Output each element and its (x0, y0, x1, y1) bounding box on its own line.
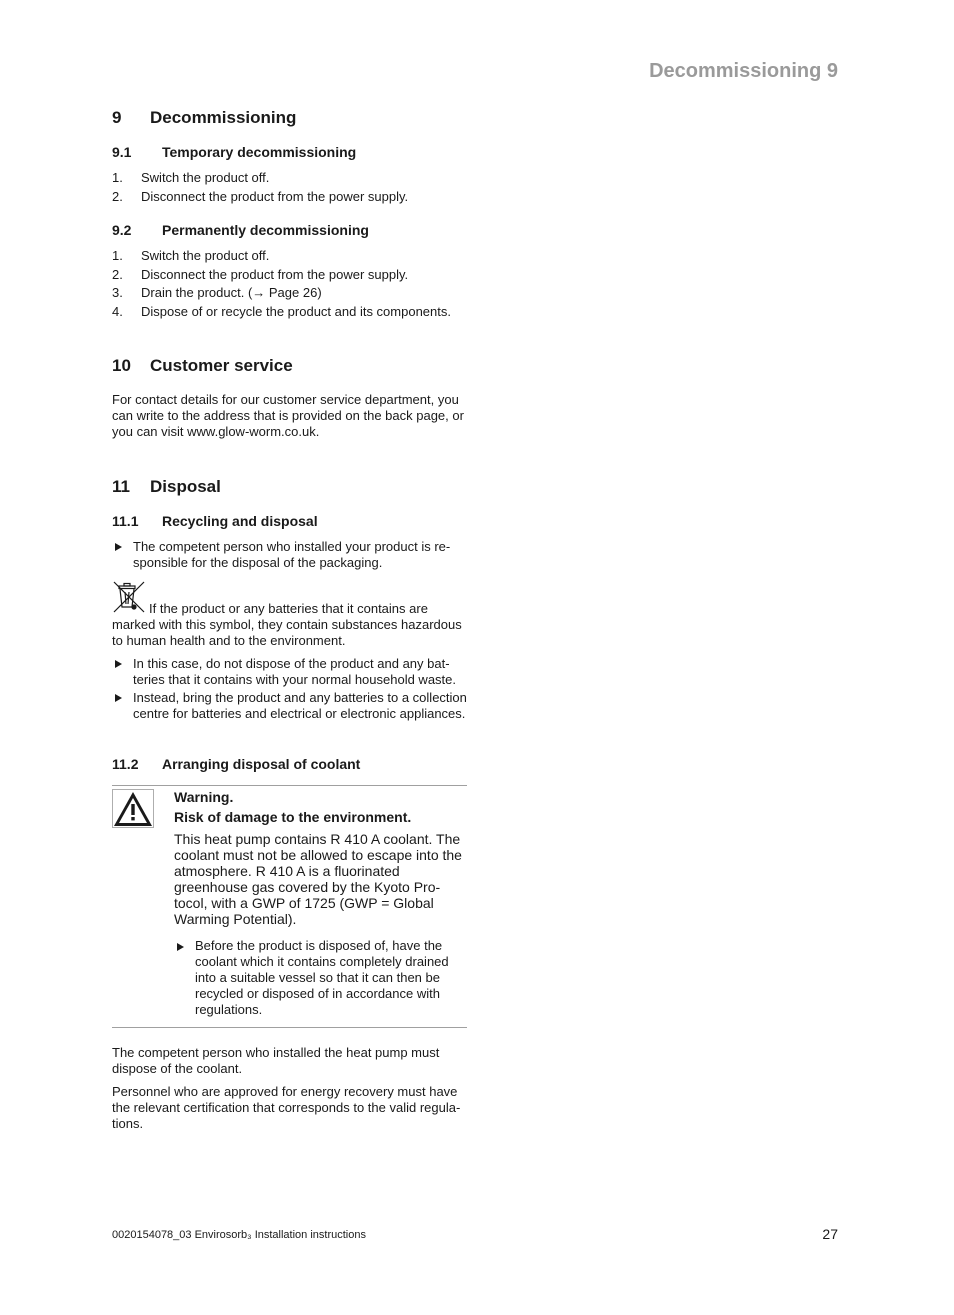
warning-label: Warning. (174, 789, 234, 805)
subsection-number: 11.1 (112, 513, 139, 529)
warning-bottom-rule (112, 1027, 467, 1028)
step-number: 1. (112, 170, 123, 185)
section-title: Customer service (150, 356, 293, 375)
running-head: Decommissioning 9 (649, 60, 838, 82)
subsection-title: Recycling and disposal (162, 513, 318, 529)
section-number: 9 (112, 108, 122, 127)
section-10-heading (112, 356, 468, 376)
steps-list-9-1 (112, 170, 468, 207)
customer-service-text: For contact details for our customer service department, you can write to the address that is provided on the back page, or you can visit www.glow-worm.co.uk. (112, 392, 464, 439)
step-text: Disconnect the product from the power supply. (141, 266, 409, 282)
bullet-text: Before the product is disposed of, have the coolant which it contains completely drained into a suitable vessel so that it can then be recycled or disposed of in accordance with regulations. (195, 938, 449, 1017)
list-item (112, 304, 468, 323)
step-text: Switch the product off. (141, 248, 270, 263)
warning-triangle-icon (112, 789, 154, 829)
section-number: 10 (112, 356, 131, 375)
warning-heading (174, 787, 411, 827)
coolant-paragraph-2: Personnel who are approved for energy recovery must have the relevant certification that corresponds to the valid regulations. (112, 1084, 461, 1131)
list-item (112, 656, 468, 688)
arrow-bullet-icon (177, 943, 184, 951)
section-title: Disposal (150, 477, 221, 496)
section-9-heading (112, 108, 468, 128)
list-item (112, 285, 468, 304)
subsection-number: 11.2 (112, 756, 139, 772)
subsection-11-1-heading (112, 513, 468, 529)
steps-list-9-2 (112, 248, 468, 322)
disposal-bullets-2 (112, 656, 468, 722)
disposal-bullets-1 (112, 539, 468, 571)
step-text: Dispose of or recycle the product and its components. (141, 303, 451, 319)
step-text: Switch the product off. (141, 170, 270, 185)
subsection-title: Temporary decommissioning (162, 144, 357, 160)
step-text: Drain the product. (→ Page 26) (141, 285, 322, 300)
coolant-paragraph-1: The competent person who installed the heat pump must dispose of the coolant. (112, 1045, 440, 1076)
arrow-bullet-icon (115, 694, 122, 702)
subsection-number: 9.1 (112, 144, 132, 160)
arrow-bullet-icon (115, 543, 122, 551)
warning-headline: Risk of damage to the environment. (174, 809, 412, 825)
subsection-11-2-heading (112, 756, 468, 772)
step-number: 2. (112, 266, 123, 282)
section-number: 11 (112, 477, 130, 496)
step-number: 2. (112, 188, 123, 204)
page-number: 27 (822, 1226, 838, 1242)
list-item (112, 539, 468, 571)
bullet-text: The competent person who installed your product is responsible for the disposal of the packaging. (133, 539, 451, 570)
subsection-9-1-heading (112, 144, 468, 160)
warning-top-rule (112, 785, 467, 786)
list-item (112, 248, 468, 267)
section-title: Decommissioning (150, 108, 297, 127)
list-item (174, 938, 466, 1018)
subsection-number: 9.2 (112, 222, 132, 238)
section-11-heading (112, 477, 468, 497)
arrow-bullet-icon (115, 660, 122, 668)
weee-notice-text: If the product or any batteries that it contains are marked with this symbol, they contain substances hazardous to human health and to the environment. (112, 601, 462, 648)
step-number: 4. (112, 303, 123, 319)
footer-doc-ref: 0020154078_03 Envirosorb₃ Installation instructions (112, 1229, 366, 1241)
subsection-title: Permanently decommissioning (162, 222, 369, 238)
subsection-9-2-heading (112, 222, 468, 238)
list-item (112, 267, 468, 286)
step-text: Disconnect the product from the power supply. (141, 188, 409, 204)
list-item (112, 690, 468, 722)
list-item (112, 189, 468, 208)
step-number: 1. (112, 248, 123, 263)
subsection-title: Arranging disposal of coolant (162, 756, 361, 772)
warning-actions (174, 938, 466, 1018)
step-number: 3. (112, 285, 123, 300)
bullet-text: Instead, bring the product and any batteries to a collection centre for batteries and electrical or electronic appliances. (133, 690, 467, 721)
list-item (112, 170, 468, 189)
warning-body: This heat pump contains R 410 A coolant. The coolant must not be allowed to escape into the atmosphere. R 410 A is a fluorinated greenhouse gas covered by the Kyoto Protocol, with a GWP of 1725 (GWP = Global Warming Potential). (174, 831, 462, 927)
bullet-text: In this case, do not dispose of the product and any batteries that it contains with your normal household waste. (133, 656, 457, 687)
